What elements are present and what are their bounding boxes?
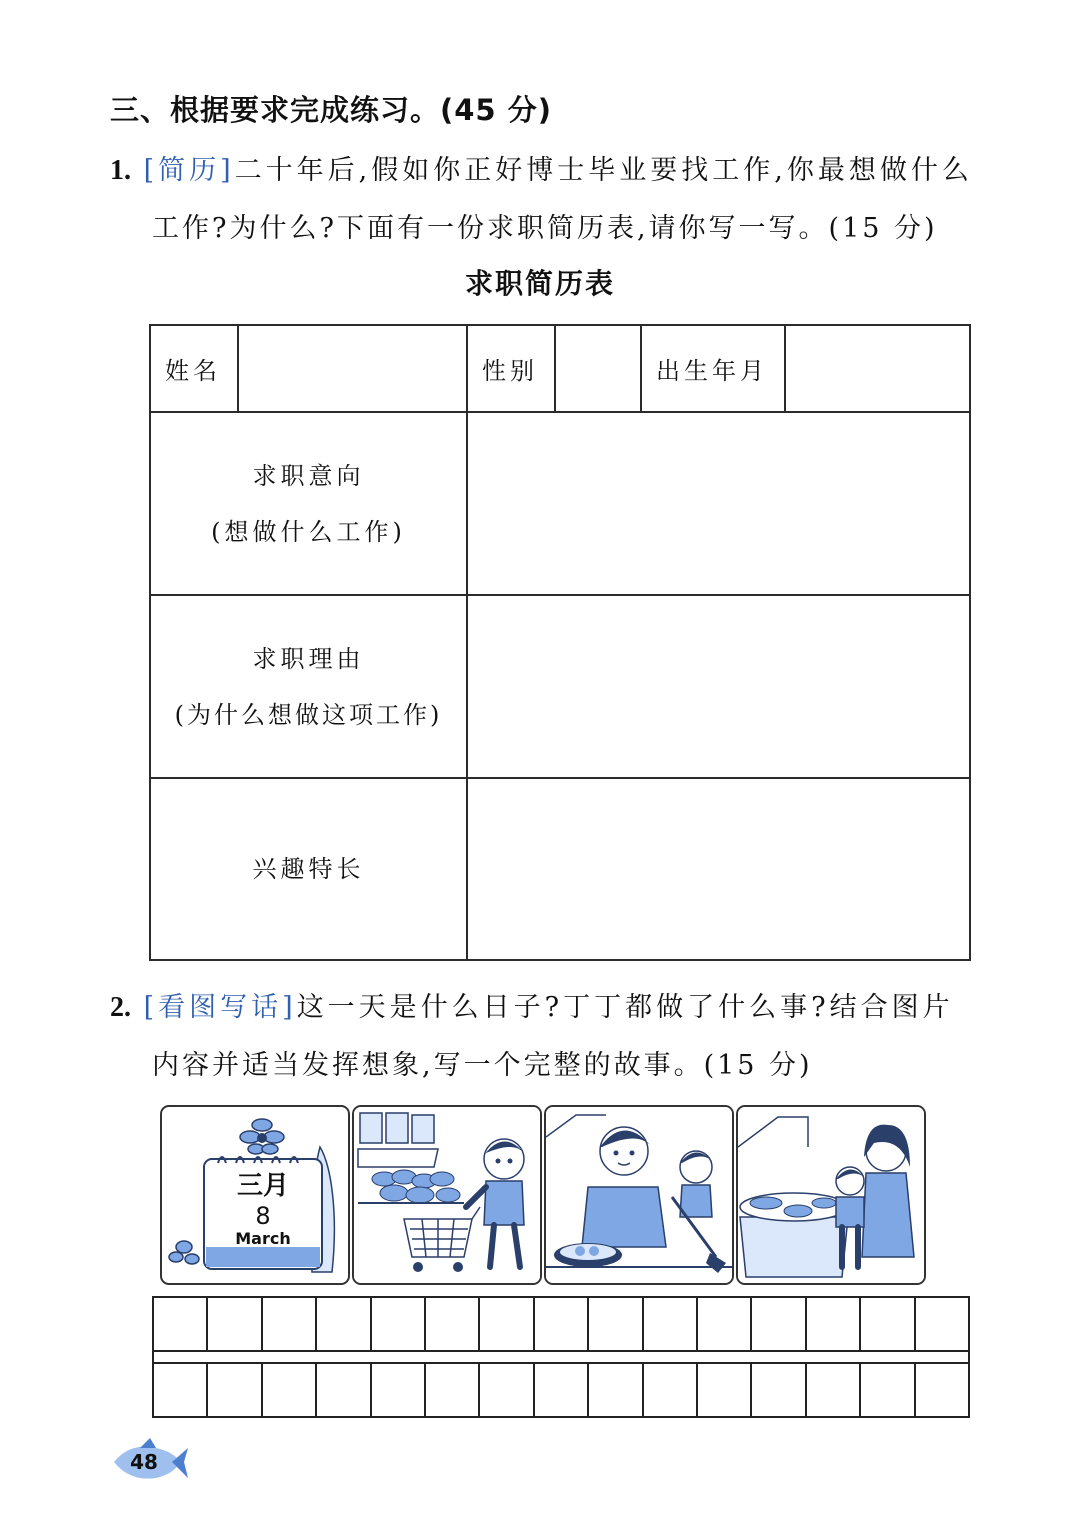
grid-cell[interactable] [535,1364,589,1416]
page-number: 48 [130,1450,158,1474]
intent-input-cell[interactable] [467,412,970,595]
grid-cell[interactable] [480,1364,534,1416]
reason-label-cell [150,595,467,778]
reason-input-cell[interactable] [467,595,970,778]
grid-cell[interactable] [426,1298,480,1350]
grid-cell[interactable] [535,1298,589,1350]
tag-bracket-open: [ [143,155,159,186]
intent-label: 求职意向 [252,461,365,490]
tag-bracket-open: [ [143,992,159,1023]
name-input-cell[interactable] [238,325,467,412]
grid-cell[interactable] [698,1298,752,1350]
calendar-month-cn: 三月 [236,1171,290,1201]
resume-table [149,324,971,961]
writing-grid[interactable] [152,1296,970,1418]
hobby-label: 兴趣特长 [150,778,467,960]
question-2-text-1: 这一天是什么日子?丁丁都做了什么事?结合图片 [296,992,954,1023]
grid-cell[interactable] [644,1364,698,1416]
grid-cell[interactable] [426,1364,480,1416]
grid-cell[interactable] [372,1298,426,1350]
grid-cell[interactable] [861,1298,915,1350]
shopping-illustration [354,1107,540,1283]
birth-label: 出生年月 [641,325,785,412]
grid-cell[interactable] [372,1364,426,1416]
writing-grid-row-2[interactable] [154,1364,968,1416]
hobby-input-cell[interactable] [467,778,970,960]
calendar-day: 8 [255,1202,271,1230]
question-1-line-1 [110,148,973,187]
grid-cell[interactable] [752,1298,806,1350]
grid-cell[interactable] [861,1364,915,1416]
page-number-badge [110,1436,190,1486]
picture-panel-shopping [352,1105,542,1285]
grid-cell[interactable] [807,1298,861,1350]
fish-icon [110,1436,190,1486]
question-2-line-1 [110,985,954,1024]
cooking-illustration [546,1107,732,1283]
grid-cell[interactable] [480,1298,534,1350]
grid-cell[interactable] [644,1298,698,1350]
grid-cell[interactable] [263,1298,317,1350]
question-1-tag: 简历 [158,155,221,186]
question-1-number: 1. [110,155,131,186]
gender-label: 性别 [467,325,555,412]
reason-hint: (为什么想做这项工作) [174,700,443,729]
tag-bracket-close: ] [282,992,297,1023]
picture-panel-cooking [544,1105,734,1285]
question-2-tag: 看图写话 [158,992,283,1023]
question-2-text-2: 内容并适当发挥想象,写一个完整的故事。(15 分) [152,1050,813,1081]
grid-cell[interactable] [916,1364,968,1416]
intent-hint: (想做什么工作) [211,517,406,546]
question-1-text-2: 工作?为什么?下面有一份求职简历表,请你写一写。(15 分) [152,213,938,244]
birth-input-cell[interactable] [785,325,970,412]
grid-cell[interactable] [263,1364,317,1416]
grid-cell[interactable] [208,1364,262,1416]
grid-cell[interactable] [916,1298,968,1350]
grid-cell[interactable] [589,1298,643,1350]
grid-cell[interactable] [154,1364,208,1416]
calendar-illustration [162,1107,348,1283]
tag-bracket-close: ] [220,155,235,186]
picture-strip [160,1105,926,1283]
picture-panel-dinner [736,1105,926,1285]
grid-row-separator [154,1350,968,1364]
section-title: 三、根据要求完成练习。(45 分) [110,93,552,127]
name-label: 姓名 [150,325,238,412]
picture-panel-calendar [160,1105,350,1285]
grid-cell[interactable] [154,1298,208,1350]
question-2-number: 2. [110,992,131,1023]
question-1-text-1: 二十年后,假如你正好博士毕业要找工作,你最想做什么 [234,155,973,186]
grid-cell[interactable] [208,1298,262,1350]
gender-input-cell[interactable] [555,325,641,412]
writing-grid-row-1[interactable] [154,1298,968,1350]
grid-cell[interactable] [589,1364,643,1416]
grid-cell[interactable] [317,1298,371,1350]
intent-label-cell [150,412,467,595]
grid-cell[interactable] [698,1364,752,1416]
grid-cell[interactable] [317,1364,371,1416]
resume-table-title: 求职简历表 [464,267,615,300]
grid-cell[interactable] [752,1364,806,1416]
reason-label: 求职理由 [252,644,365,673]
grid-cell[interactable] [807,1364,861,1416]
calendar-month-en: March [235,1229,291,1248]
dinner-illustration [738,1107,924,1283]
